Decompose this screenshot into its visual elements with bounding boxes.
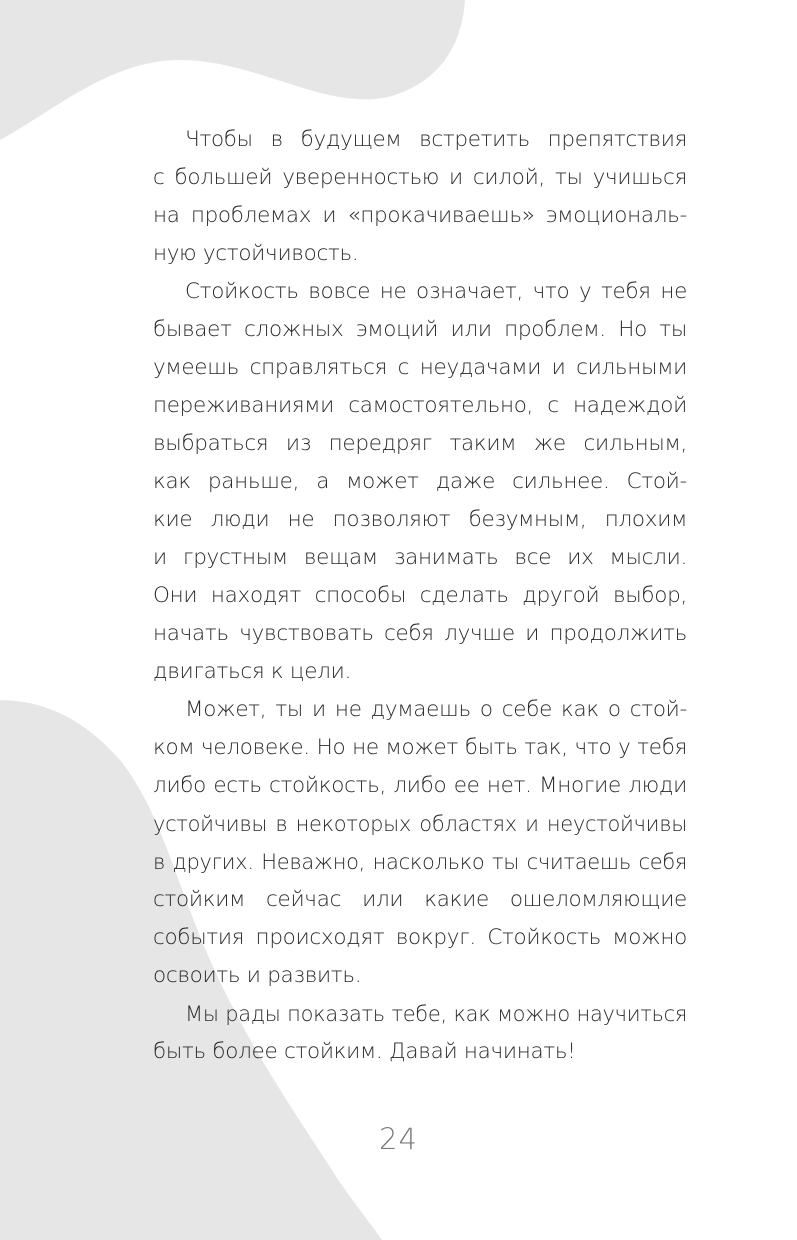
text-line: переживаниями самостоятельно, с надеждой	[153, 393, 687, 418]
text-line: в других. Неважно, насколько ты считаешь себя	[153, 850, 687, 874]
text-line: Мы рады показать тебе, как можно научиться	[185, 1002, 687, 1026]
paragraph-1	[153, 121, 687, 273]
text-line: и грустным вещам занимать все их мысли.	[153, 545, 687, 570]
paragraph-2	[153, 273, 687, 691]
body-text	[153, 121, 687, 1071]
page-number: 24	[379, 1122, 418, 1156]
text-line: ком человеке. Но не может быть так, что у тебя	[153, 735, 687, 760]
text-line: освоить и развить.	[153, 963, 362, 988]
text-line: выбраться из передряг таким же сильным,	[153, 431, 687, 456]
text-line: быть более стойким. Давай начинать!	[153, 1039, 576, 1064]
paragraph-3	[153, 691, 687, 995]
text-line: кие люди не позволяют безумным, плохим	[153, 507, 687, 532]
text-line: устойчивы в некоторых областях и неустойчивы	[153, 812, 687, 836]
text-line: как раньше, а может даже сильнее. Стой-	[153, 469, 687, 494]
text-line: события происходят вокруг. Стойкость можно	[153, 925, 687, 950]
text-line: умеешь справляться с неудачами и сильными	[153, 355, 687, 380]
text-line: Чтобы в будущем встретить препятствия	[185, 127, 687, 152]
text-line: на проблемах и «прокачиваешь» эмоциональ-	[153, 203, 687, 228]
text-line: Стойкость вовсе не означает, что у тебя не	[185, 279, 687, 304]
text-line: стойким сейчас или какие ошеломляющие	[153, 887, 687, 912]
text-line: двигаться к цели.	[153, 659, 352, 684]
text-line: либо есть стойкость, либо ее нет. Многие люди	[153, 773, 687, 798]
text-line: Может, ты и не думаешь о себе как о стой-	[185, 697, 687, 722]
text-line: ную устойчивость.	[153, 241, 359, 266]
text-line: Они находят способы сделать другой выбор,	[153, 583, 687, 608]
text-line: с большей уверенностью и силой, ты учишься	[153, 165, 687, 190]
top-left-blob	[0, 0, 465, 140]
text-line: бывает сложных эмоций или проблем. Но ты	[153, 317, 687, 342]
paragraph-4	[153, 995, 687, 1071]
text-line: начать чувствовать себя лучше и продолжить	[153, 621, 687, 646]
